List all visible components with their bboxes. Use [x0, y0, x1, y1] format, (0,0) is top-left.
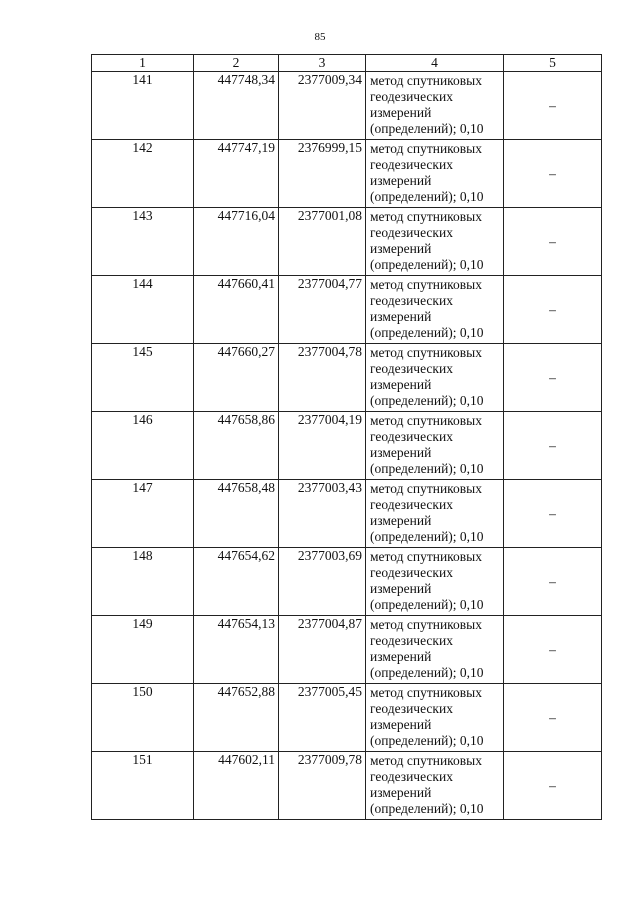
x-coordinate-cell: 447716,04 — [194, 208, 279, 276]
method-line: измерений — [370, 445, 432, 460]
method-line: измерений — [370, 785, 432, 800]
table-row — [92, 684, 602, 752]
table-row — [92, 480, 602, 548]
method-line: (определений); 0,10 — [370, 121, 484, 136]
page-number: 85 — [314, 31, 326, 43]
method-line: измерений — [370, 717, 432, 732]
method-line: (определений); 0,10 — [370, 597, 484, 612]
method-line: метод спутниковых — [370, 141, 482, 156]
note-cell: – — [504, 752, 602, 820]
x-coordinate-cell: 447660,27 — [194, 344, 279, 412]
x-coordinate-cell: 447658,86 — [194, 412, 279, 480]
point-number-cell: 146 — [92, 412, 194, 480]
method-line: геодезических — [370, 497, 453, 512]
table-row — [92, 344, 602, 412]
x-coordinate-cell: 447747,19 — [194, 140, 279, 208]
point-number-cell: 143 — [92, 208, 194, 276]
method-line: метод спутниковых — [370, 73, 482, 88]
method-line: геодезических — [370, 633, 453, 648]
method-cell — [366, 616, 504, 684]
x-coordinate-cell: 447652,88 — [194, 684, 279, 752]
y-coordinate-cell: 2377004,78 — [279, 344, 366, 412]
method-cell — [366, 548, 504, 616]
point-number-cell: 149 — [92, 616, 194, 684]
method-line: (определений); 0,10 — [370, 461, 484, 476]
table-row — [92, 548, 602, 616]
note-cell: – — [504, 616, 602, 684]
method-line: (определений); 0,10 — [370, 529, 484, 544]
method-cell — [366, 276, 504, 344]
column-header-4: 4 — [366, 55, 504, 72]
x-coordinate-cell: 447654,62 — [194, 548, 279, 616]
method-line: метод спутниковых — [370, 481, 482, 496]
method-line: (определений); 0,10 — [370, 393, 484, 408]
column-header-1: 1 — [92, 55, 194, 72]
method-line: геодезических — [370, 769, 453, 784]
note-cell: – — [504, 344, 602, 412]
method-cell — [366, 684, 504, 752]
x-coordinate-cell: 447602,11 — [194, 752, 279, 820]
method-line: метод спутниковых — [370, 209, 482, 224]
y-coordinate-cell: 2377001,08 — [279, 208, 366, 276]
method-line: измерений — [370, 377, 432, 392]
x-coordinate-cell: 447660,41 — [194, 276, 279, 344]
note-cell: – — [504, 684, 602, 752]
x-coordinate-cell: 447654,13 — [194, 616, 279, 684]
method-line: метод спутниковых — [370, 753, 482, 768]
method-line: метод спутниковых — [370, 345, 482, 360]
note-cell: – — [504, 276, 602, 344]
table-row — [92, 276, 602, 344]
method-line: измерений — [370, 581, 432, 596]
method-cell — [366, 412, 504, 480]
method-line: измерений — [370, 513, 432, 528]
point-number-cell: 150 — [92, 684, 194, 752]
table-row — [92, 208, 602, 276]
table-row — [92, 72, 602, 140]
point-number-cell: 151 — [92, 752, 194, 820]
table-row — [92, 616, 602, 684]
point-number-cell: 147 — [92, 480, 194, 548]
note-cell: – — [504, 412, 602, 480]
header-row — [92, 55, 602, 72]
y-coordinate-cell: 2377005,45 — [279, 684, 366, 752]
method-line: метод спутниковых — [370, 413, 482, 428]
method-line: измерений — [370, 649, 432, 664]
point-number-cell: 141 — [92, 72, 194, 140]
coordinates-table — [91, 54, 602, 820]
method-cell — [366, 752, 504, 820]
method-line: измерений — [370, 241, 432, 256]
method-line: геодезических — [370, 361, 453, 376]
y-coordinate-cell: 2377003,69 — [279, 548, 366, 616]
note-cell: – — [504, 548, 602, 616]
note-cell: – — [504, 72, 602, 140]
method-line: измерений — [370, 105, 432, 120]
method-line: геодезических — [370, 89, 453, 104]
method-cell — [366, 140, 504, 208]
method-line: геодезических — [370, 565, 453, 580]
column-header-2: 2 — [194, 55, 279, 72]
method-cell — [366, 72, 504, 140]
method-cell — [366, 208, 504, 276]
method-line: геодезических — [370, 293, 453, 308]
table-row — [92, 140, 602, 208]
y-coordinate-cell: 2376999,15 — [279, 140, 366, 208]
column-header-5: 5 — [504, 55, 602, 72]
y-coordinate-cell: 2377004,77 — [279, 276, 366, 344]
y-coordinate-cell: 2377009,34 — [279, 72, 366, 140]
method-line: метод спутниковых — [370, 685, 482, 700]
method-line: (определений); 0,10 — [370, 189, 484, 204]
y-coordinate-cell: 2377003,43 — [279, 480, 366, 548]
method-line: геодезических — [370, 701, 453, 716]
method-line: (определений); 0,10 — [370, 665, 484, 680]
point-number-cell: 144 — [92, 276, 194, 344]
x-coordinate-cell: 447658,48 — [194, 480, 279, 548]
y-coordinate-cell: 2377004,19 — [279, 412, 366, 480]
method-line: метод спутниковых — [370, 617, 482, 632]
note-cell: – — [504, 208, 602, 276]
method-line: геодезических — [370, 429, 453, 444]
point-number-cell: 145 — [92, 344, 194, 412]
method-line: метод спутниковых — [370, 549, 482, 564]
note-cell: – — [504, 480, 602, 548]
point-number-cell: 142 — [92, 140, 194, 208]
method-line: (определений); 0,10 — [370, 257, 484, 272]
note-cell: – — [504, 140, 602, 208]
method-line: геодезических — [370, 157, 453, 172]
column-header-3: 3 — [279, 55, 366, 72]
method-line: измерений — [370, 173, 432, 188]
y-coordinate-cell: 2377004,87 — [279, 616, 366, 684]
table-row — [92, 412, 602, 480]
table-row — [92, 752, 602, 820]
point-number-cell: 148 — [92, 548, 194, 616]
x-coordinate-cell: 447748,34 — [194, 72, 279, 140]
method-line: (определений); 0,10 — [370, 801, 484, 816]
method-line: (определений); 0,10 — [370, 325, 484, 340]
method-cell — [366, 344, 504, 412]
method-cell — [366, 480, 504, 548]
y-coordinate-cell: 2377009,78 — [279, 752, 366, 820]
method-line: измерений — [370, 309, 432, 324]
method-line: (определений); 0,10 — [370, 733, 484, 748]
method-line: геодезических — [370, 225, 453, 240]
method-line: метод спутниковых — [370, 277, 482, 292]
